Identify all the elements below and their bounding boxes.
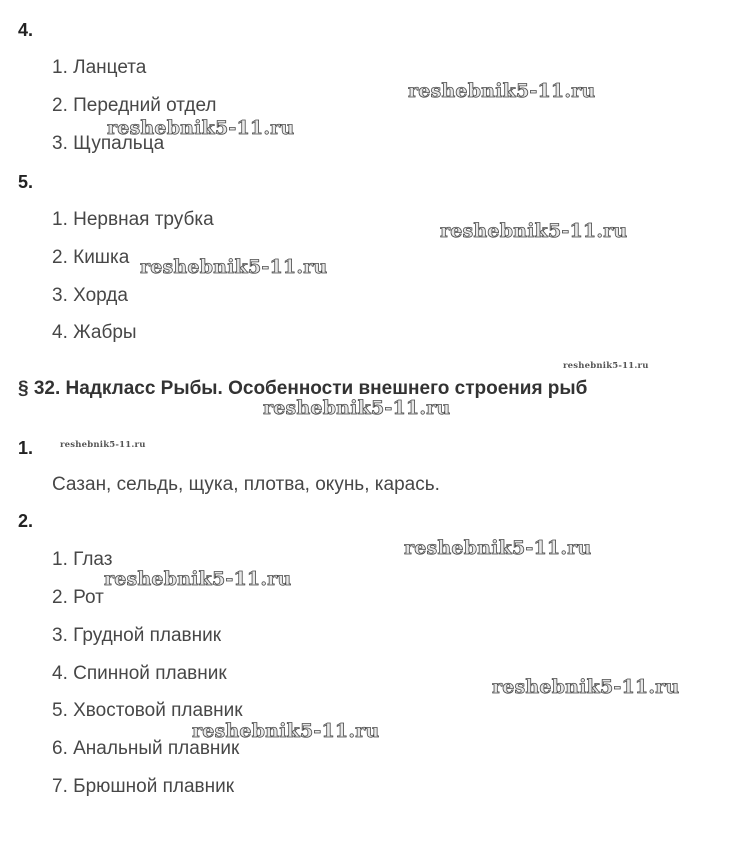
answer-item: 6. Анальный плавник [52, 738, 240, 759]
watermark: reshebnik5-11.ru [60, 440, 146, 450]
question-number: 2. [18, 511, 34, 531]
question-number: 4. [18, 20, 34, 40]
watermark: reshebnik5-11.ru [140, 256, 328, 278]
watermark: reshebnik5-11.ru [104, 568, 292, 590]
watermark: reshebnik5-11.ru [192, 720, 380, 742]
answer-item: 2. Рот [52, 587, 104, 608]
question-number: 5. [18, 172, 34, 192]
answer-item: 3. Грудной плавник [52, 625, 222, 646]
paragraph-title: § 32. Надкласс Рыбы. Особенности внешнего строения рыб [18, 378, 588, 399]
watermark: reshebnik5-11.ru [492, 676, 680, 698]
answer-item: 4. Спинной плавник [52, 663, 227, 684]
answer-item: 2. Кишка [52, 247, 130, 268]
answer-item: 1. Глаз [52, 549, 113, 570]
watermark: reshebnik5-11.ru [263, 397, 451, 419]
answer-item: 1. Ланцета [52, 57, 147, 78]
answer-item: 2. Передний отдел [52, 95, 217, 116]
answer-text: Сазан, сельдь, щука, плотва, окунь, карась. [52, 474, 440, 495]
watermark: reshebnik5-11.ru [440, 220, 628, 242]
answer-item: 3. Щупальца [52, 133, 165, 154]
question-number: 1. [18, 438, 34, 458]
answer-item: 1. Нервная трубка [52, 209, 214, 230]
answer-item: 5. Хвостовой плавник [52, 700, 243, 721]
answer-item: 3. Хорда [52, 285, 128, 306]
watermark: reshebnik5-11.ru [563, 361, 649, 371]
answer-item: 7. Брюшной плавник [52, 776, 235, 797]
watermark: reshebnik5-11.ru [107, 117, 295, 139]
watermark: reshebnik5-11.ru [408, 80, 596, 102]
answer-item: 4. Жабры [52, 322, 137, 343]
watermark: reshebnik5-11.ru [404, 537, 592, 559]
